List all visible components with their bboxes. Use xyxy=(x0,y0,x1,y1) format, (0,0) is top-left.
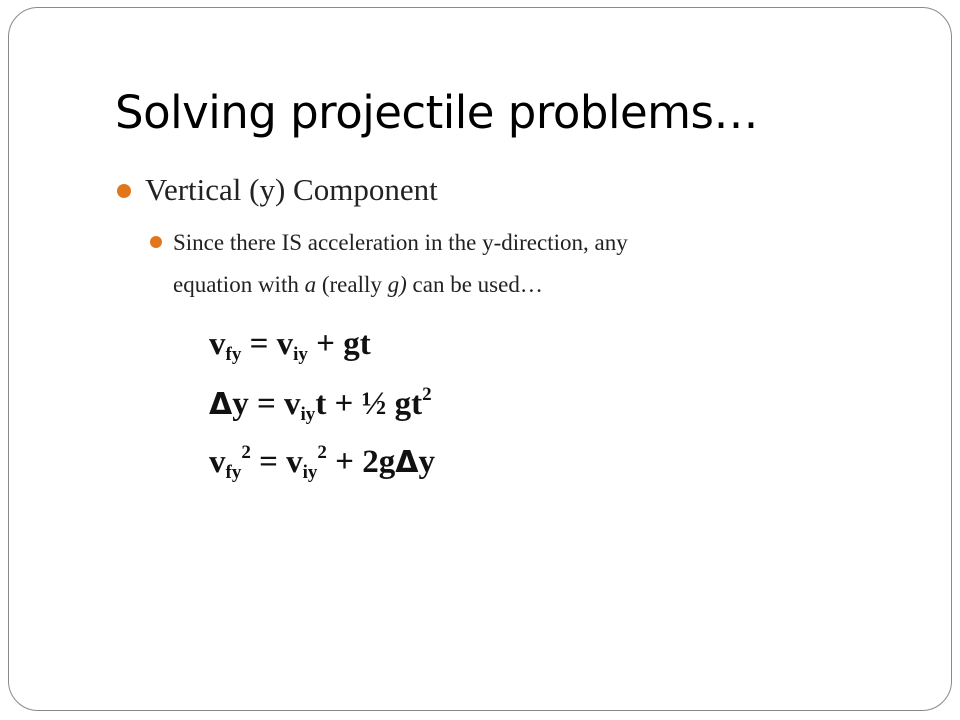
sub-bullet-line-2: equation with a (really g) can be used… xyxy=(173,272,543,297)
bullet-vertical-component: Vertical (y) Component xyxy=(145,172,438,207)
equation-velocity-squared: $v_{fy}^2 = v_{iy}^2 + 2g\Delta y$ xyxy=(209,442,435,483)
slide xyxy=(8,7,952,711)
bullet-dot-icon xyxy=(117,184,131,198)
sub-bullet-line-1: Since there IS acceleration in the y-direction, any xyxy=(173,230,628,255)
equation-displacement: $\Delta y = v_{iy}t$ + ½ $gt^2$ xyxy=(209,384,432,425)
slide-title: Solving projectile problems… xyxy=(115,86,758,139)
sub-bullet-dot-icon xyxy=(150,236,162,248)
equation-final-velocity: $v_{fy} = v_{iy}$ + gt xyxy=(209,326,371,365)
